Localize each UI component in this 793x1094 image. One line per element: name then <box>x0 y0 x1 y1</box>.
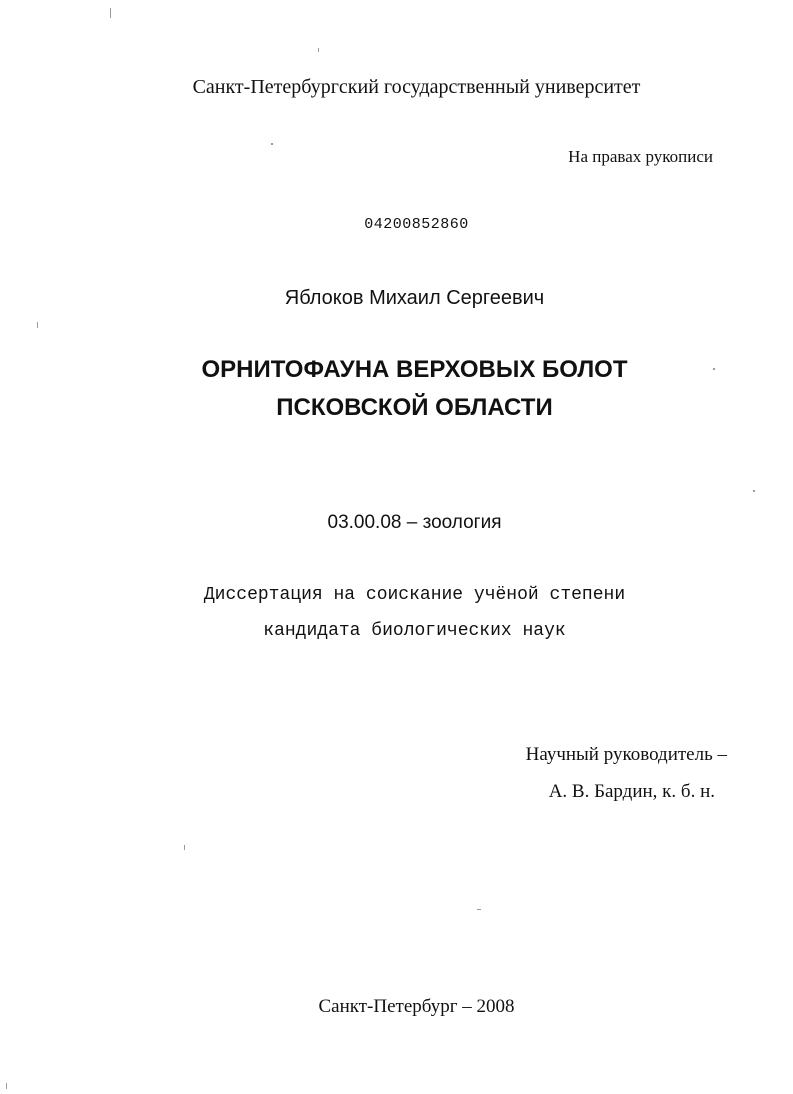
supervisor-label: Научный руководитель – <box>525 744 727 765</box>
scan-speck <box>713 368 715 370</box>
university-name: Санкт-Петербургский государственный университет <box>192 76 641 98</box>
barcode-number: 04200852860 <box>364 216 469 233</box>
dissertation-title-line-2: ПСКОВСКОЙ ОБЛАСТИ <box>276 394 553 421</box>
scan-speck <box>271 143 273 145</box>
specialty-code: 03.00.08 – зоология <box>327 512 502 533</box>
scan-speck <box>477 909 481 910</box>
degree-statement-line-1: Диссертация на соискание учёной степени <box>203 585 626 605</box>
scan-speck <box>753 490 755 492</box>
scan-speck <box>184 845 185 850</box>
city-and-year: Санкт-Петербург – 2008 <box>318 996 515 1017</box>
dissertation-title-line-1: ОРНИТОФАУНА ВЕРХОВЫХ БОЛОТ <box>201 356 628 383</box>
supervisor-name: А. В. Бардин, к. б. н. <box>548 781 715 802</box>
scan-speck <box>6 1083 7 1089</box>
author-name: Яблоков Михаил Сергеевич <box>284 287 545 309</box>
manuscript-note: На правах рукописи <box>568 147 713 166</box>
degree-statement-line-2: кандидата биологических наук <box>263 621 566 641</box>
scan-speck <box>110 8 111 18</box>
scan-speck <box>37 322 38 328</box>
scan-speck <box>318 48 319 52</box>
